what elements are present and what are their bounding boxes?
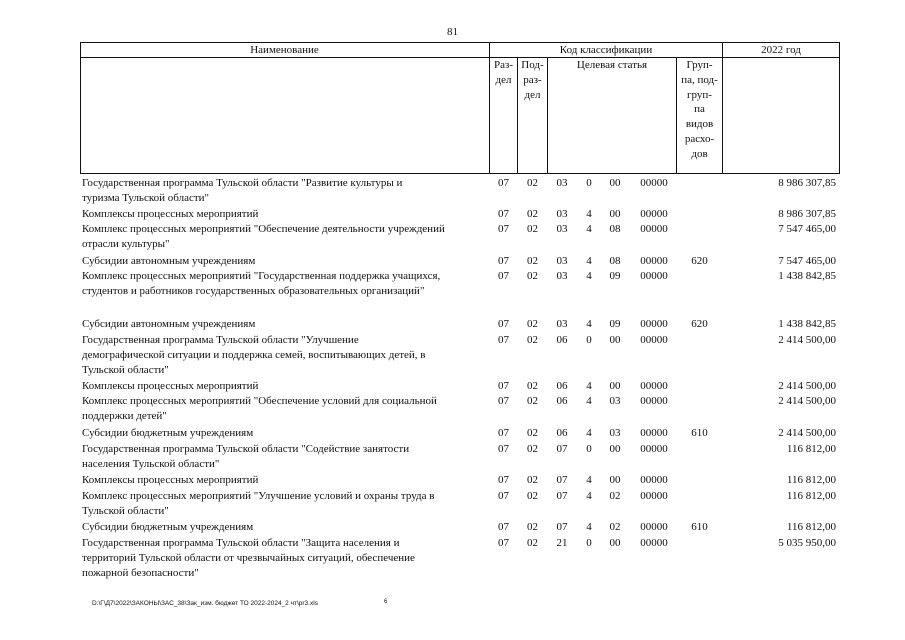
cell-amount: 2 414 500,00 bbox=[778, 334, 836, 346]
cell-podrazdel: 02 bbox=[527, 208, 538, 220]
cell-t2: 4 bbox=[586, 474, 592, 486]
row-name bbox=[82, 489, 492, 519]
cell-t1: 03 bbox=[556, 177, 568, 189]
cell-podrazdel: 02 bbox=[527, 490, 538, 502]
cell-amount: 1 438 842,85 bbox=[778, 270, 836, 282]
cell-t3: 00 bbox=[609, 334, 621, 346]
row-name-line: Субсидии автономным учреждениям bbox=[82, 318, 256, 330]
row-name bbox=[82, 536, 492, 582]
row-name-line: туризма Тульской области" bbox=[82, 192, 210, 205]
cell-t4: 00000 bbox=[640, 334, 668, 346]
cell-t3: 09 bbox=[609, 270, 621, 282]
row-name-line: Тульской области" bbox=[82, 364, 169, 377]
row-name-line: населения Тульской области" bbox=[82, 458, 220, 471]
cell-t4: 00000 bbox=[640, 223, 668, 235]
row-name-line: Комплекс процессных мероприятий "Обеспечение условий для социальной bbox=[82, 395, 437, 407]
header-group-line: дов bbox=[691, 147, 708, 160]
cell-razdel: 07 bbox=[498, 443, 509, 455]
cell-group: 610 bbox=[691, 427, 708, 439]
row-name bbox=[82, 442, 492, 472]
row-name-line: Комплексы процессных мероприятий bbox=[82, 380, 259, 392]
header-group-line: па bbox=[694, 103, 705, 116]
cell-t4: 00000 bbox=[640, 490, 668, 502]
row-name-line: студентов и работников государственных образовательных организаций" bbox=[82, 285, 425, 298]
cell-t1: 06 bbox=[556, 380, 568, 392]
header-podrazdel-line: раз- bbox=[523, 73, 542, 86]
cell-razdel: 07 bbox=[498, 270, 509, 282]
cell-amount: 116 812,00 bbox=[786, 521, 836, 533]
cell-t1: 06 bbox=[556, 334, 568, 346]
cell-group: 620 bbox=[691, 255, 708, 267]
cell-amount: 8 986 307,85 bbox=[778, 177, 836, 189]
header-razdel bbox=[490, 58, 517, 88]
page-number: 81 bbox=[447, 26, 458, 38]
cell-t4: 00000 bbox=[640, 443, 668, 455]
cell-t1: 07 bbox=[556, 521, 568, 533]
row-name-line: пожарной безопасности" bbox=[82, 567, 199, 580]
cell-t4: 00000 bbox=[640, 427, 668, 439]
row-name-line: Комплексы процессных мероприятий bbox=[82, 208, 259, 220]
cell-t3: 08 bbox=[609, 255, 621, 267]
cell-amount: 2 414 500,00 bbox=[778, 395, 836, 407]
cell-t2: 0 bbox=[586, 537, 592, 549]
header-group-line: расхо- bbox=[684, 132, 715, 145]
cell-razdel: 07 bbox=[498, 490, 509, 502]
cell-t2: 4 bbox=[586, 521, 592, 533]
row-name bbox=[82, 333, 492, 379]
cell-razdel: 07 bbox=[498, 474, 509, 486]
row-name bbox=[82, 207, 492, 222]
cell-t2: 0 bbox=[586, 177, 592, 189]
row-name-line: Государственная программа Тульской области "Защита населения и bbox=[82, 537, 400, 549]
cell-t3: 09 bbox=[609, 318, 621, 330]
cell-t3: 00 bbox=[609, 177, 621, 189]
cell-t1: 03 bbox=[556, 208, 568, 220]
cell-t1: 07 bbox=[556, 474, 568, 486]
header-group-line: Груп- bbox=[686, 59, 713, 71]
row-name-line: Субсидии автономным учреждениям bbox=[82, 255, 256, 267]
row-name-line: Субсидии бюджетным учреждениям bbox=[82, 521, 254, 533]
cell-podrazdel: 02 bbox=[527, 474, 538, 486]
cell-t2: 4 bbox=[586, 395, 592, 407]
cell-t3: 08 bbox=[609, 223, 621, 235]
cell-t1: 03 bbox=[556, 318, 568, 330]
cell-t2: 4 bbox=[586, 318, 592, 330]
row-name bbox=[82, 379, 492, 394]
cell-razdel: 07 bbox=[498, 177, 509, 189]
cell-t3: 03 bbox=[609, 427, 621, 439]
cell-podrazdel: 02 bbox=[527, 270, 538, 282]
footer-mark: 6 bbox=[384, 599, 388, 605]
cell-amount: 7 547 465,00 bbox=[778, 223, 836, 235]
cell-t3: 00 bbox=[609, 208, 621, 220]
row-name bbox=[82, 473, 492, 488]
cell-t1: 03 bbox=[556, 270, 568, 282]
cell-t2: 4 bbox=[586, 490, 592, 502]
cell-t2: 4 bbox=[586, 380, 592, 392]
header-group-line: груп- bbox=[687, 88, 712, 101]
cell-t3: 03 bbox=[609, 395, 621, 407]
cell-t2: 4 bbox=[586, 223, 592, 235]
cell-razdel: 07 bbox=[498, 427, 509, 439]
cell-t4: 00000 bbox=[640, 521, 668, 533]
cell-podrazdel: 02 bbox=[527, 395, 538, 407]
cell-razdel: 07 bbox=[498, 380, 509, 392]
cell-t1: 07 bbox=[556, 443, 568, 455]
cell-razdel: 07 bbox=[498, 395, 509, 407]
row-name-line: Тульской области" bbox=[82, 505, 169, 518]
row-name-line: Государственная программа Тульской области "Содействие занятости bbox=[82, 443, 410, 455]
table-header bbox=[80, 42, 840, 174]
row-name bbox=[82, 317, 492, 332]
cell-amount: 116 812,00 bbox=[786, 474, 836, 486]
cell-amount: 2 414 500,00 bbox=[778, 427, 836, 439]
cell-amount: 1 438 842,85 bbox=[778, 318, 836, 330]
row-name-line: территорий Тульской области от чрезвычайных ситуаций, обеспечение bbox=[82, 552, 415, 565]
cell-t2: 0 bbox=[586, 443, 592, 455]
row-name bbox=[82, 269, 492, 299]
cell-group: 620 bbox=[691, 318, 708, 330]
cell-amount: 116 812,00 bbox=[786, 443, 836, 455]
cell-podrazdel: 02 bbox=[527, 177, 538, 189]
header-group-line: видов bbox=[685, 118, 714, 131]
cell-t4: 00000 bbox=[640, 208, 668, 220]
cell-t2: 4 bbox=[586, 427, 592, 439]
cell-amount: 5 035 950,00 bbox=[778, 537, 836, 549]
row-name bbox=[82, 254, 492, 269]
cell-t4: 00000 bbox=[640, 177, 668, 189]
header-year: 2022 год bbox=[761, 44, 801, 56]
cell-t2: 0 bbox=[586, 334, 592, 346]
cell-t3: 00 bbox=[609, 443, 621, 455]
cell-amount: 2 414 500,00 bbox=[778, 380, 836, 392]
row-name bbox=[82, 520, 492, 535]
cell-razdel: 07 bbox=[498, 537, 509, 549]
header-target: Целевая статья bbox=[576, 59, 648, 71]
cell-podrazdel: 02 bbox=[527, 380, 538, 392]
cell-t4: 00000 bbox=[640, 255, 668, 267]
header-podrazdel-line: дел bbox=[524, 88, 541, 101]
cell-podrazdel: 02 bbox=[527, 427, 538, 439]
row-name-line: отрасли культуры" bbox=[82, 238, 170, 251]
cell-podrazdel: 02 bbox=[527, 255, 538, 267]
row-name bbox=[82, 222, 492, 252]
footer-path: D:\Г\Д7\2022\ЗАКОНЫ\ЗАС_38\Зак_изм. бюджет ТО 2022-2024_2 чт\pr3.xls bbox=[92, 600, 318, 607]
cell-t3: 00 bbox=[609, 537, 621, 549]
cell-razdel: 07 bbox=[498, 223, 509, 235]
cell-t4: 00000 bbox=[640, 270, 668, 282]
cell-razdel: 07 bbox=[498, 208, 509, 220]
row-name-line: Субсидии бюджетным учреждениям bbox=[82, 427, 254, 439]
cell-t1: 07 bbox=[556, 490, 568, 502]
row-name bbox=[82, 176, 492, 206]
cell-t3: 02 bbox=[609, 521, 621, 533]
cell-amount: 116 812,00 bbox=[786, 490, 836, 502]
cell-t3: 00 bbox=[609, 380, 621, 392]
cell-razdel: 07 bbox=[498, 334, 509, 346]
cell-razdel: 07 bbox=[498, 521, 509, 533]
cell-t4: 00000 bbox=[640, 318, 668, 330]
cell-t1: 03 bbox=[556, 223, 568, 235]
cell-t2: 4 bbox=[586, 270, 592, 282]
cell-t3: 00 bbox=[609, 474, 621, 486]
row-name-line: Государственная программа Тульской области "Развитие культуры и bbox=[82, 177, 403, 189]
cell-t2: 4 bbox=[586, 208, 592, 220]
cell-podrazdel: 02 bbox=[527, 223, 538, 235]
cell-t4: 00000 bbox=[640, 395, 668, 407]
cell-t2: 4 bbox=[586, 255, 592, 267]
cell-t4: 00000 bbox=[640, 474, 668, 486]
row-name bbox=[82, 426, 492, 441]
cell-t4: 00000 bbox=[640, 537, 668, 549]
row-name-line: Комплексы процессных мероприятий bbox=[82, 474, 259, 486]
cell-t3: 02 bbox=[609, 490, 621, 502]
row-name-line: поддержки детей" bbox=[82, 410, 167, 423]
cell-podrazdel: 02 bbox=[527, 318, 538, 330]
header-name: Наименование bbox=[250, 44, 319, 56]
cell-razdel: 07 bbox=[498, 255, 509, 267]
header-podrazdel bbox=[518, 58, 547, 102]
header-podrazdel-line: Под- bbox=[521, 59, 544, 71]
cell-t1: 06 bbox=[556, 427, 568, 439]
cell-razdel: 07 bbox=[498, 318, 509, 330]
cell-t1: 21 bbox=[556, 537, 568, 549]
header-classification: Код классификации bbox=[559, 44, 653, 56]
row-name-line: Комплекс процессных мероприятий "Улучшение условий и охраны труда в bbox=[82, 490, 435, 502]
row-name-line: демографической ситуации и поддержка семей, воспитывающих детей, в bbox=[82, 349, 426, 362]
header-group-line: па, под- bbox=[681, 73, 718, 86]
cell-podrazdel: 02 bbox=[527, 334, 538, 346]
header-razdel-line: дел bbox=[495, 73, 512, 86]
cell-amount: 7 547 465,00 bbox=[778, 255, 836, 267]
cell-t4: 00000 bbox=[640, 380, 668, 392]
row-name-line: Государственная программа Тульской области "Улучшение bbox=[82, 334, 359, 346]
cell-podrazdel: 02 bbox=[527, 521, 538, 533]
cell-amount: 8 986 307,85 bbox=[778, 208, 836, 220]
row-name-line: Комплекс процессных мероприятий "Государственная поддержка учащихся, bbox=[82, 270, 441, 282]
cell-group: 610 bbox=[691, 521, 708, 533]
cell-podrazdel: 02 bbox=[527, 443, 538, 455]
cell-podrazdel: 02 bbox=[527, 537, 538, 549]
row-name bbox=[82, 394, 492, 424]
row-name-line: Комплекс процессных мероприятий "Обеспечение деятельности учреждений bbox=[82, 223, 445, 235]
cell-t1: 03 bbox=[556, 255, 568, 267]
header-razdel-line: Раз- bbox=[493, 59, 513, 71]
cell-t1: 06 bbox=[556, 395, 568, 407]
header-group bbox=[677, 58, 722, 162]
